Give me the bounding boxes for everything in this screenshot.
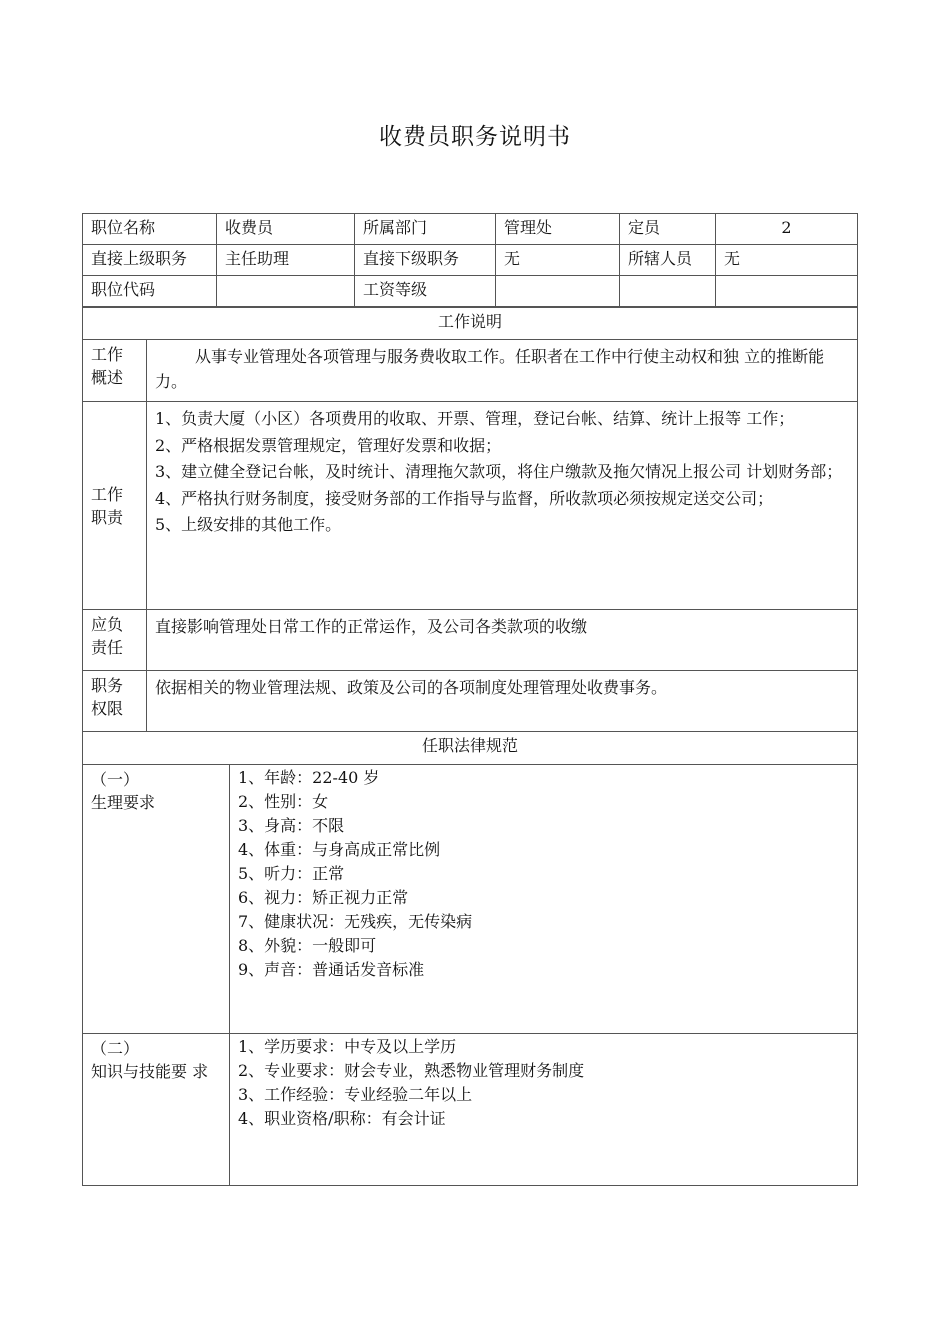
label-line: 概述	[91, 368, 124, 387]
label-line: 职责	[91, 507, 124, 527]
label-line: （一）	[91, 770, 140, 789]
list-item: 7、健康状况：无残疾，无传染病	[238, 912, 473, 931]
table-row	[83, 402, 858, 610]
field-label: 所属部门	[355, 214, 496, 245]
field-label: 工资等级	[355, 276, 496, 307]
list-item: 1、学历要求：中专及以上学历	[238, 1037, 457, 1056]
list-item: 1、年龄：22-40 岁	[238, 768, 380, 787]
table-row	[83, 671, 858, 732]
knowledge-label	[83, 1034, 230, 1186]
work-description-table	[82, 307, 858, 732]
list-item: 2、严格根据发票管理规定，管理好发票和收据；	[155, 435, 502, 455]
field-value: 无	[496, 245, 620, 276]
list-item: 2、性别：女	[238, 792, 329, 811]
field-label: 直接下级职务	[355, 245, 496, 276]
qualification-table	[82, 731, 858, 1186]
position-info-table	[82, 213, 858, 307]
table-row	[83, 610, 858, 671]
table-row	[83, 276, 858, 307]
list-item: 3、工作经验：专业经验二年以上	[238, 1085, 473, 1104]
table-row	[83, 245, 858, 276]
label-line: 工作	[91, 484, 124, 504]
authority-label	[83, 671, 147, 732]
list-item: 6、视力：矫正视力正常	[238, 888, 409, 907]
label-line: 工作	[91, 345, 124, 364]
table-row	[83, 308, 858, 340]
responsibility-label	[83, 610, 147, 671]
field-label	[620, 276, 716, 307]
list-item: 9、声音：普通话发音标准	[238, 960, 425, 979]
label-line: （二）	[91, 1039, 140, 1058]
field-label: 职位代码	[83, 276, 217, 307]
field-value	[217, 276, 355, 307]
overview-label	[83, 340, 147, 402]
table-row	[83, 1034, 858, 1186]
field-value	[496, 276, 620, 307]
table-row	[83, 214, 858, 245]
field-label: 直接上级职务	[83, 245, 217, 276]
physical-label	[83, 765, 230, 1034]
list-item: 1、负责大厦（小区）各项费用的收取、开票、管理，登记台帐、结算、统计上报等 工作；	[155, 409, 795, 428]
duties-list	[147, 402, 858, 610]
section-heading: 工作说明	[83, 308, 858, 340]
list-item: 3、身高：不限	[238, 816, 345, 835]
authority-text: 依据相关的物业管理法规、政策及公司的各项制度处理管理处收费事务。	[147, 671, 858, 732]
table-row	[83, 732, 858, 765]
field-label: 职位名称	[83, 214, 217, 245]
overview-text: 从事专业管理处各项管理与服务费收取工作。任职者在工作中行使主动权和独 立的推断能力。	[147, 340, 858, 402]
field-value: 无	[716, 245, 858, 276]
label-line: 职务	[91, 676, 124, 695]
field-value: 2	[716, 214, 858, 245]
field-value: 收费员	[217, 214, 355, 245]
list-item: 4、职业资格/职称：有会计证	[238, 1109, 446, 1128]
duties-label	[83, 402, 147, 610]
list-item: 5、上级安排的其他工作。	[155, 515, 342, 534]
label-line: 生理要求	[91, 793, 156, 812]
label-line: 权限	[91, 699, 124, 718]
responsibility-text: 直接影响管理处日常工作的正常运作，及公司各类款项的收缴	[147, 610, 858, 671]
list-item: 8、外貌：一般即可	[238, 936, 377, 955]
label-line: 应负	[91, 615, 124, 634]
list-item: 3、建立健全登记台帐，及时统计、清理拖欠款项，将住户缴款及拖欠情况上报公司 计划财务部；	[155, 462, 843, 481]
field-value	[716, 276, 858, 307]
label-line: 知识与技能要 求	[91, 1062, 209, 1081]
table-row	[83, 765, 858, 1034]
list-item: 5、听力：正常	[238, 864, 345, 883]
list-item: 4、体重：与身高成正常比例	[238, 840, 441, 859]
field-label: 定员	[620, 214, 716, 245]
section-heading: 任职法律规范	[83, 732, 858, 765]
list-item: 2、专业要求：财会专业，熟悉物业管理财务制度	[238, 1061, 585, 1080]
list-item: 4、严格执行财务制度，接受财务部的工作指导与监督，所收款项必须按规定送交公司；	[155, 488, 774, 508]
knowledge-requirements	[230, 1034, 858, 1186]
physical-requirements	[230, 765, 858, 1034]
field-value: 主任助理	[217, 245, 355, 276]
table-row	[83, 340, 858, 402]
field-label: 所辖人员	[620, 245, 716, 276]
field-value: 管理处	[496, 214, 620, 245]
document-title: 收费员职务说明书	[379, 124, 571, 150]
label-line: 责任	[91, 638, 124, 657]
